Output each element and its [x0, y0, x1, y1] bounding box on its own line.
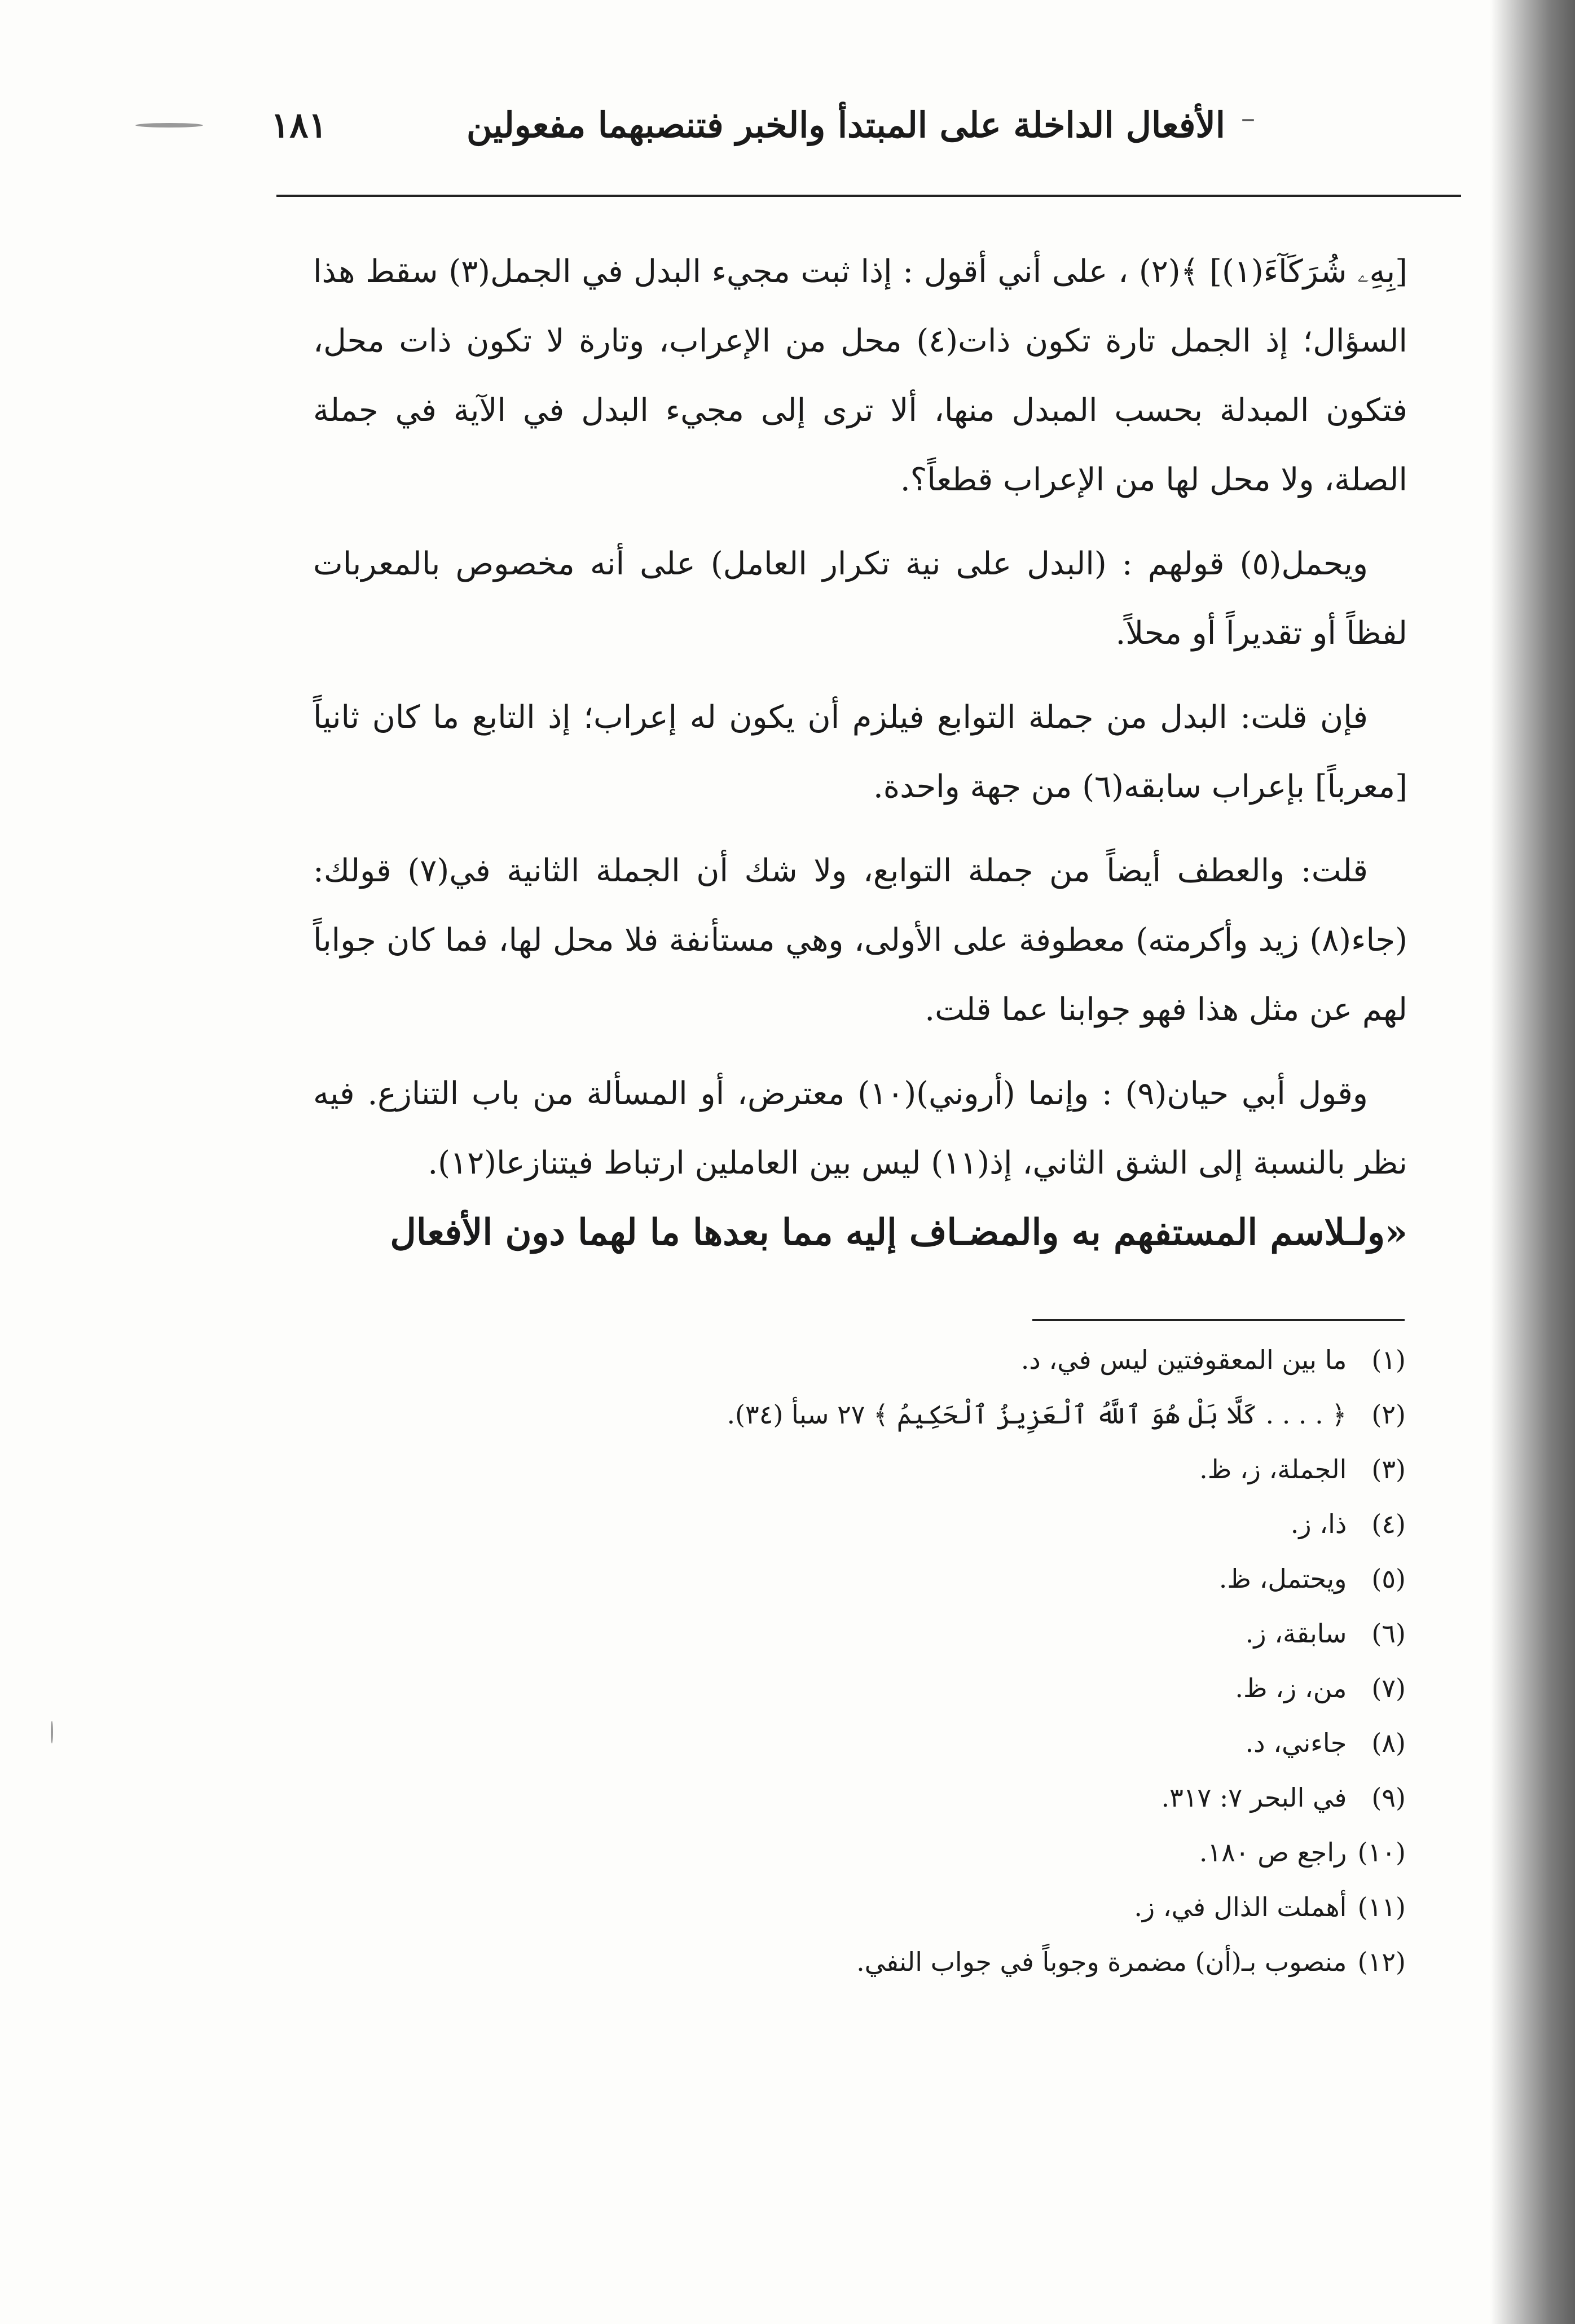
- footnote-rule: [1032, 1319, 1405, 1321]
- footnote-number: (٩): [1371, 1782, 1406, 1813]
- paragraph-1: [بِهِۦ شُرَكَآءَ(١)] ﴾(٢) ، على أني أقول : إذا ثبت مجيء البدل في الجمل(٣) سقط هذا السؤال؛ إذ الجمل تارة تكون ذات(٤) محل من الإعراب، وتارة لا تكون ذات محل، فتكون المبدلة بحسب المبدل منها، ألا ترى إلى مجيء البدل في الآية في جملة الصلة، ولا محل لها من الإعراب قطعاً؟.: [313, 253, 1408, 498]
- scan-speck: [51, 1721, 53, 1743]
- footnote-number: (٥): [1371, 1563, 1406, 1594]
- footnote-text: من، ز، ظ.: [1235, 1673, 1347, 1703]
- footnote-number: (١): [1371, 1345, 1406, 1375]
- footnote-number: (١٢): [1357, 1947, 1406, 1977]
- paragraph-2: ويحمل(٥) قولهم : (البدل على نية تكرار العامل) على أنه مخصوص بالمعربات لفظاً أو تقديراً أو محلاً.: [313, 546, 1407, 652]
- footnote-text: الجملة، ز، ظ.: [1199, 1454, 1347, 1484]
- footnote-text: راجع ص ١٨٠.: [1199, 1837, 1347, 1868]
- footnote: [278, 1661, 1406, 1716]
- footnote: [278, 1935, 1406, 1989]
- header-rule: [276, 195, 1461, 197]
- paragraph-4: قلت: والعطف أيضاً من جملة التوابع، ولا شك أن الجملة الثانية في(٧) قولك: (جاء(٨) زيد وأكرمته) معطوفة على الأولى، وهي مستأنفة فلا محل لها، فما كان جواباً لهم عن مثل هذا فهو جوابنا عما قلت.: [313, 853, 1407, 1028]
- footnote-text: ما بين المعقوفتين ليس في، د.: [1020, 1345, 1347, 1375]
- footnote: [278, 1606, 1406, 1661]
- footnote: [278, 1333, 1406, 1387]
- footnote: [278, 1497, 1406, 1552]
- paragraph-5: وقول أبي حيان(٩) : وإنما (أروني)(١٠) معترض، أو المسألة من باب التنازع. فيه نظر بالنسبة إلى الشق الثاني، إذ(١١) ليس بين العاملين ارتباط فيتنازعا(١٢).: [313, 1075, 1407, 1181]
- footnote-text: في البحر ٧: ٣١٧.: [1161, 1782, 1347, 1813]
- footnote-text: ويحتمل، ظ.: [1218, 1563, 1347, 1594]
- footnote-number: (١٠): [1357, 1837, 1406, 1868]
- footnote: [278, 1825, 1406, 1880]
- footnote-number: (٢): [1371, 1399, 1406, 1430]
- footnote: [278, 1552, 1406, 1606]
- footnote-text: ذا، ز.: [1290, 1509, 1347, 1539]
- footnote-number: (٨): [1371, 1728, 1406, 1758]
- footnote-number: (٦): [1371, 1618, 1406, 1649]
- section-heading: «ولـلاسم المستفهم به والمضـاف إليه مما بعدها ما لهما دون الأفعال: [390, 1211, 1407, 1254]
- footnote-number: (١١): [1357, 1892, 1406, 1922]
- paragraph-3: فإن قلت: البدل من جملة التوابع فيلزم أن يكون له إعراب؛ إذ التابع ما كان ثانياً [معرباً] بإعراب سابقه(٦) من جهة واحدة.: [313, 699, 1407, 805]
- footnote-number: (٧): [1371, 1673, 1406, 1703]
- footnote-text: جاءني، د.: [1245, 1728, 1347, 1758]
- footnotes: [278, 1333, 1406, 1989]
- page-number: ١٨١: [271, 104, 327, 146]
- scan-speck: [135, 123, 203, 128]
- running-header-title: الأفعال الداخلة على المبتدأ والخبر فتنصبهما مفعولين: [466, 104, 1225, 146]
- footnote-text: منصوب بـ(أن) مضمرة وجوباً في جواب النفي.: [856, 1947, 1347, 1977]
- scan-edge-shadow: [1490, 0, 1575, 2324]
- footnote: [278, 1442, 1406, 1497]
- header-dash: –: [1241, 102, 1255, 134]
- footnote: [278, 1771, 1406, 1825]
- footnote: [278, 1716, 1406, 1771]
- main-text: [313, 237, 1407, 1212]
- footnote-text: ﴿ . . . . كَلَّا بَلْ هُوَ ٱللَّهُ ٱلْعَزِيزُ ٱلْحَكِيمُ ﴾ ٢٧ سبأ (٣٤).: [727, 1399, 1347, 1430]
- footnote-number: (٣): [1371, 1454, 1406, 1484]
- footnote: [278, 1387, 1406, 1442]
- footnote-text: أهملت الذال في، ز.: [1134, 1892, 1347, 1922]
- footnote-number: (٤): [1371, 1509, 1406, 1539]
- footnote-text: سابقة، ز.: [1245, 1618, 1347, 1649]
- footnote: [278, 1880, 1406, 1935]
